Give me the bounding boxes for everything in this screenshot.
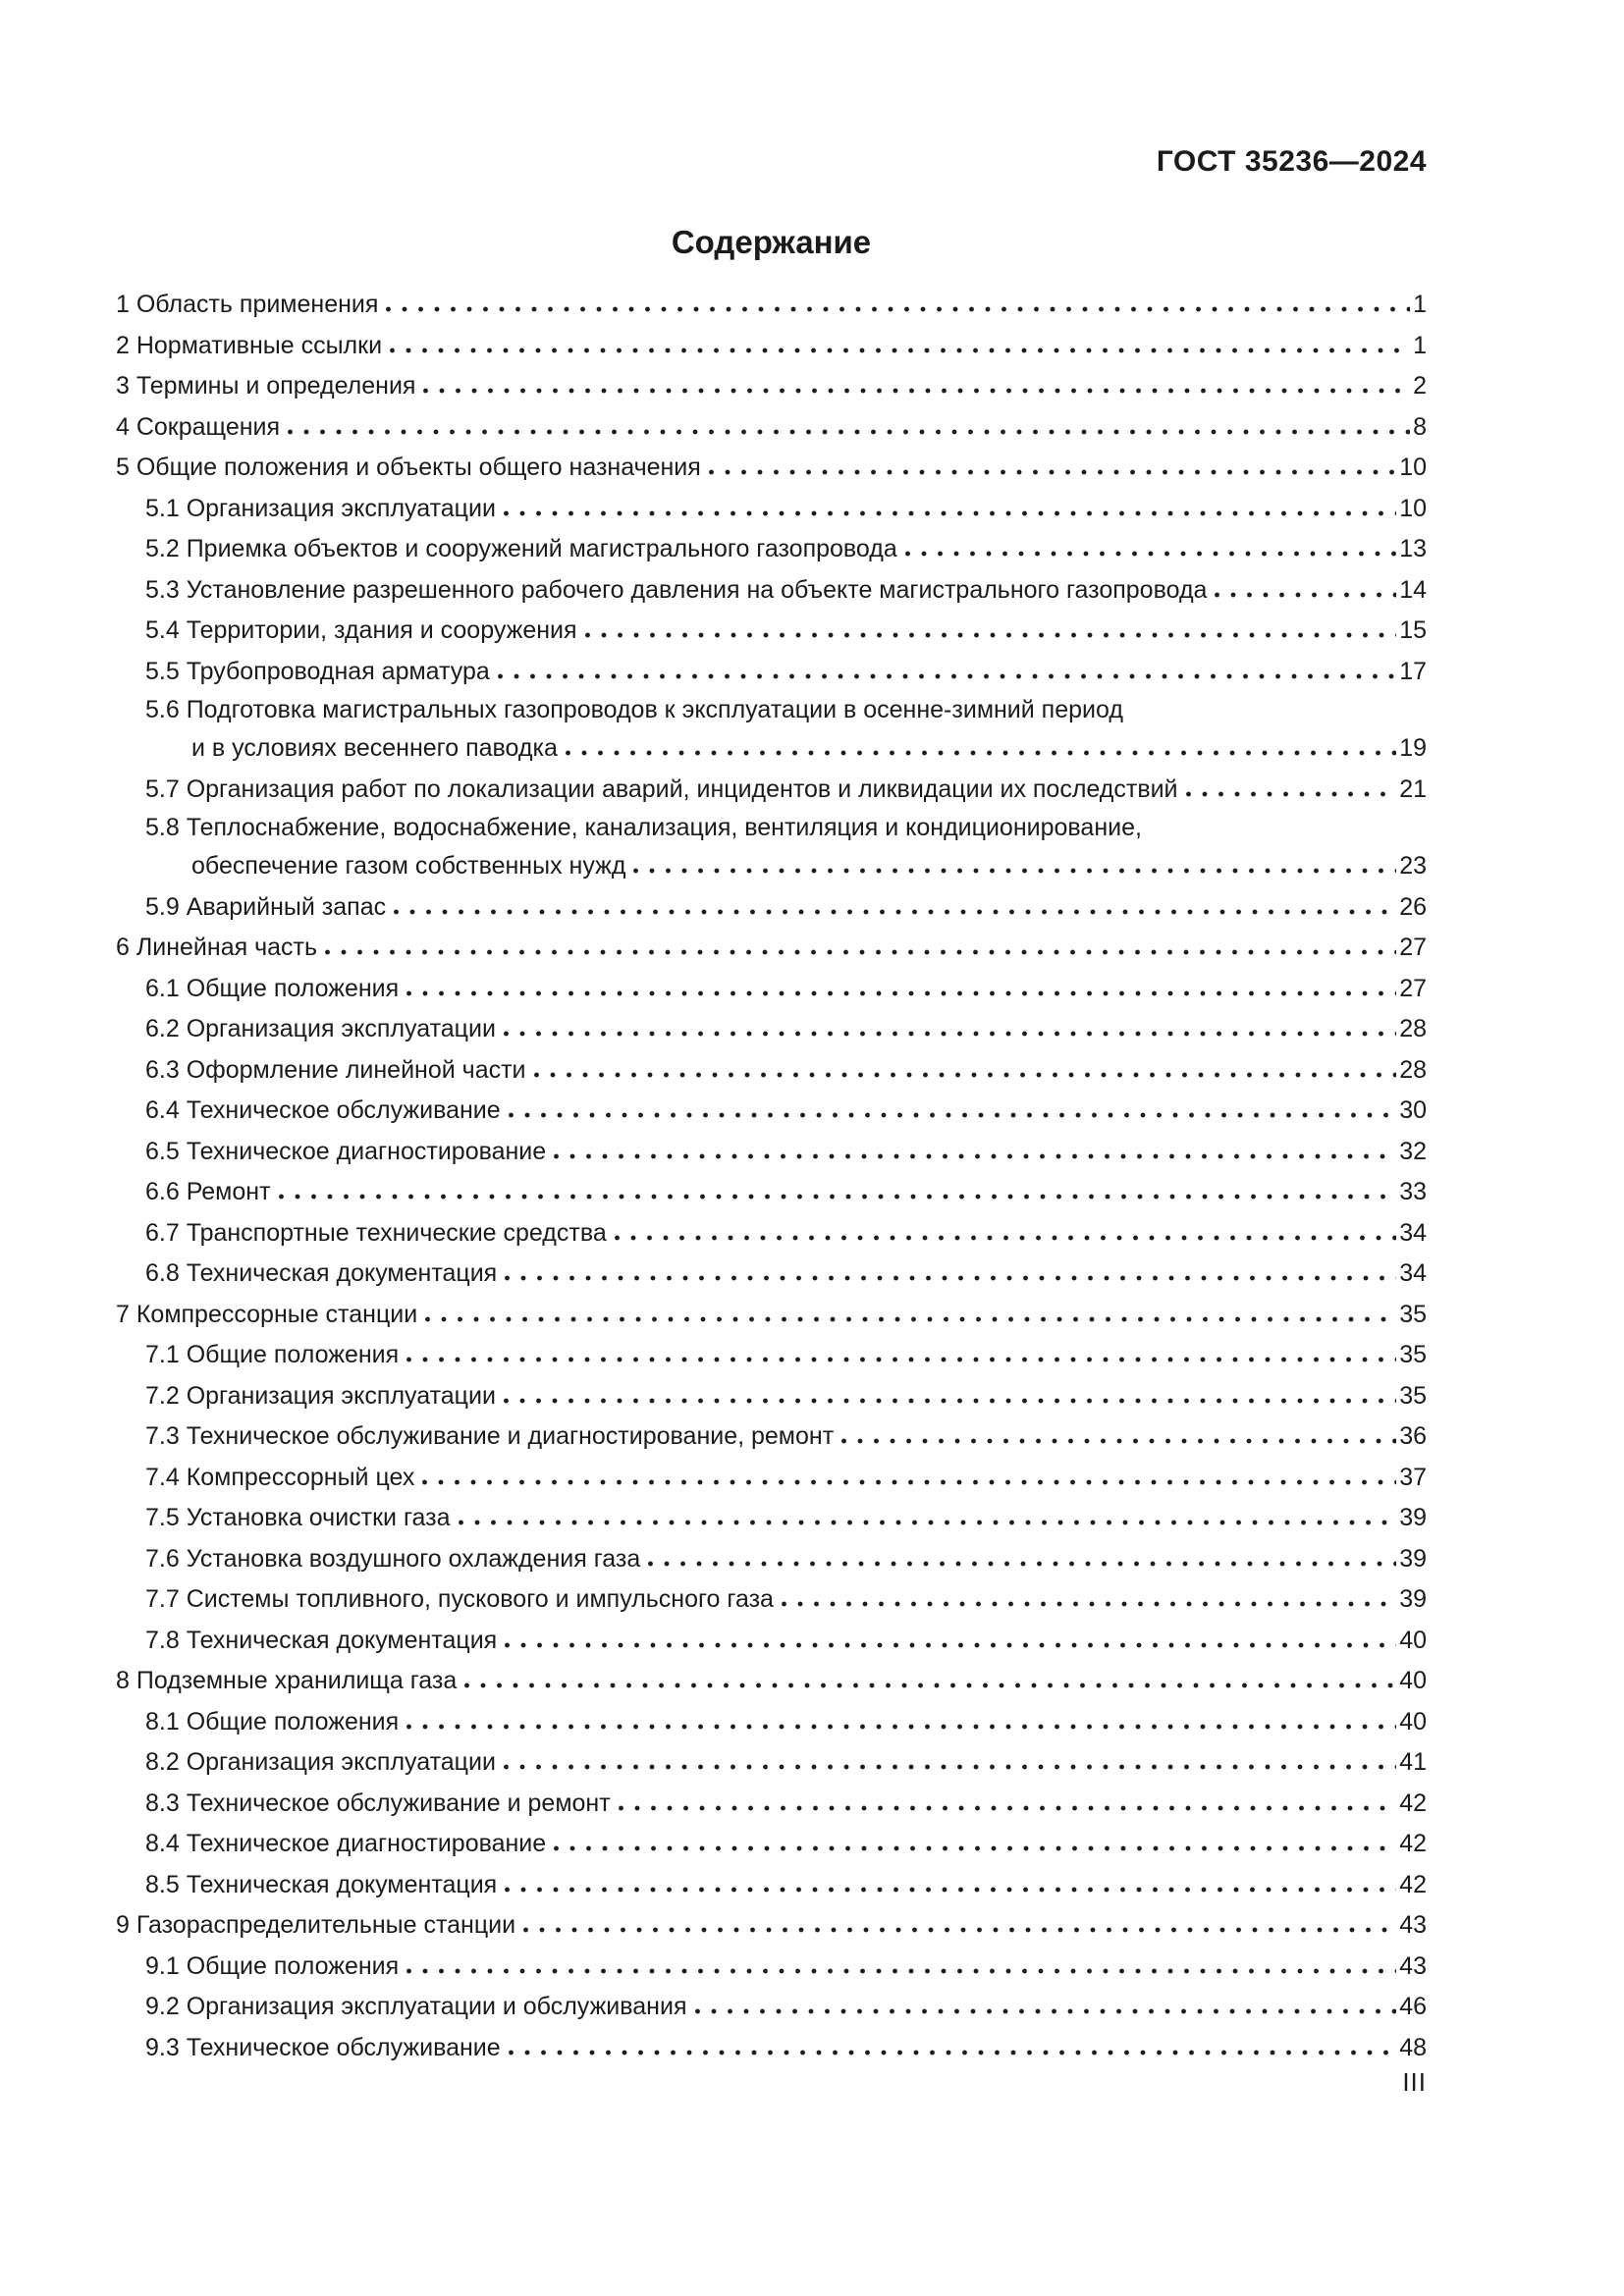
toc-entry-page: 1 — [1413, 331, 1427, 359]
toc-entry-label: 5.8 Теплоснабжение, водоснабжение, канализация, вентиляция и кондиционирование, — [145, 814, 1142, 841]
toc-entry — [116, 1742, 1427, 1784]
toc-entry-page: 48 — [1399, 2033, 1427, 2061]
toc-entry-label: 6.8 Техническая документация — [145, 1259, 498, 1287]
toc-entry-label: 6.3 Оформление линейной части — [145, 1055, 526, 1084]
toc-entry — [116, 1213, 1427, 1255]
toc-entry — [116, 570, 1427, 612]
toc-entry-label: 8.3 Техническое обслуживание и ремонт — [145, 1789, 611, 1817]
toc-entry — [116, 1050, 1427, 1092]
toc-entry-page: 35 — [1399, 1341, 1427, 1368]
toc-entry-page: 33 — [1399, 1178, 1427, 1205]
toc-entry — [116, 652, 1427, 693]
toc-entry-label: 5.1 Организация эксплуатации — [145, 494, 496, 522]
toc-entry — [116, 692, 1427, 728]
toc-entry-page: 42 — [1399, 1789, 1427, 1817]
toc-entry-page: 26 — [1399, 892, 1427, 921]
toc-entry — [116, 1661, 1427, 1702]
toc-leader-dots — [509, 2050, 1397, 2056]
toc-entry-page: 36 — [1399, 1422, 1427, 1450]
toc-entry — [116, 1091, 1427, 1132]
toc-leader-dots — [619, 1805, 1397, 1811]
toc-entry-page: 37 — [1399, 1463, 1427, 1491]
toc-entry-label: 5.4 Территории, здания и сооружения — [145, 616, 577, 644]
toc-leader-dots — [425, 1316, 1396, 1322]
toc-entry-page: 39 — [1399, 1504, 1427, 1531]
toc-entry-label: 7 Компрессорные станции — [116, 1300, 418, 1328]
toc-entry-page: 40 — [1399, 1626, 1427, 1654]
toc-entry-label: 6.6 Ремонт — [145, 1178, 271, 1205]
toc-entry-page: 27 — [1399, 934, 1427, 961]
toc-entry-page: 28 — [1399, 1015, 1427, 1042]
toc-entry-page: 2 — [1413, 372, 1427, 400]
toc-entry — [116, 1905, 1427, 1947]
toc-entry-label: 3 Термины и определения — [116, 372, 416, 400]
toc-leader-dots — [498, 673, 1396, 679]
toc-entry-page: 42 — [1399, 1870, 1427, 1898]
toc-entry-page: 15 — [1399, 616, 1427, 644]
toc-entry-page: 32 — [1399, 1137, 1427, 1165]
page-number: III — [1402, 2067, 1427, 2097]
toc-entry-label: 5 Общие положения и объекты общего назначения — [116, 454, 701, 481]
toc-entry-label: 6.1 Общие положения — [145, 974, 400, 1002]
toc-entry-label: 9 Газораспределительные станции — [116, 1911, 516, 1939]
toc-entry — [116, 1172, 1427, 1213]
toc-entry-label: 5.2 Приемка объектов и сооружений магистрального газопровода — [145, 535, 897, 562]
toc-entry — [116, 448, 1427, 489]
toc-leader-dots — [648, 1561, 1396, 1567]
toc-entry — [116, 1784, 1427, 1825]
toc-entry-label: 6 Линейная часть — [116, 934, 317, 961]
toc-entry-label: 5.9 Аварийный запас — [145, 892, 387, 921]
toc-entry-page: 40 — [1399, 1667, 1427, 1694]
toc-leader-dots — [406, 990, 1396, 996]
toc-entry — [116, 489, 1427, 530]
toc-entry-label: 7.8 Техническая документация — [145, 1626, 498, 1654]
toc-entry-page: 10 — [1399, 454, 1427, 481]
toc-entry-page: 43 — [1399, 1911, 1427, 1939]
toc-entry-page: 27 — [1399, 974, 1427, 1002]
toc-leader-dots — [406, 1357, 1396, 1362]
toc-entry-label: 7.7 Системы топливного, пускового и импульсного газа — [145, 1585, 774, 1613]
toc-entry — [116, 1132, 1427, 1173]
toc-entry — [116, 728, 1427, 770]
toc-entry-label: 9.1 Общие положения — [145, 1951, 400, 1980]
toc-leader-dots — [585, 632, 1397, 638]
toc-leader-dots — [554, 1153, 1396, 1159]
toc-entry-label: 6.5 Техническое диагностирование — [145, 1137, 547, 1165]
toc-entry — [116, 1458, 1427, 1499]
toc-entry-page: 17 — [1399, 657, 1427, 685]
toc-entry-label: 8.1 Общие положения — [145, 1707, 400, 1735]
toc-leader-dots — [504, 1764, 1396, 1770]
toc-entry-label: 8.2 Организация эксплуатации — [145, 1748, 496, 1776]
toc-entry-label: 9.3 Техническое обслуживание — [145, 2033, 501, 2061]
toc-entry — [116, 969, 1427, 1010]
toc-entry-page: 21 — [1399, 774, 1427, 803]
toc-entry — [116, 2028, 1427, 2069]
toc-entry — [116, 407, 1427, 449]
toc-leader-dots — [566, 750, 1396, 756]
document-code: ГОСТ 35236—2024 — [1156, 145, 1427, 178]
toc-entry-page: 1 — [1413, 291, 1427, 318]
toc-list — [116, 285, 1427, 2068]
toc-leader-dots — [504, 510, 1396, 516]
toc-entry-label: 7.1 Общие положения — [145, 1341, 400, 1368]
toc-leader-dots — [464, 1682, 1396, 1688]
toc-entry-label: 7.6 Установка воздушного охлаждения газа — [145, 1544, 641, 1573]
toc-leader-dots — [1186, 791, 1397, 797]
toc-entry — [116, 1824, 1427, 1865]
toc-entry-page: 42 — [1399, 1830, 1427, 1857]
toc-entry-page: 23 — [1399, 852, 1427, 880]
toc-entry — [116, 529, 1427, 570]
toc-leader-dots — [390, 347, 1410, 353]
toc-entry-page: 28 — [1399, 1055, 1427, 1084]
toc-entry-label: 8 Подземные хранилища газа — [116, 1667, 458, 1694]
toc-entry-page: 13 — [1399, 535, 1427, 562]
toc-entry-label: 7.4 Компрессорный цех — [145, 1463, 415, 1491]
toc-entry-label: обеспечение газом собственных нужд — [191, 852, 626, 880]
toc-entry — [116, 326, 1427, 367]
toc-entry-label: 2 Нормативные ссылки — [116, 331, 383, 359]
toc-entry-label: и в условиях весеннего паводка — [191, 734, 558, 762]
toc-leader-dots — [554, 1845, 1396, 1851]
toc-entry-label: 4 Сокращения — [116, 412, 281, 441]
toc-entry-label: 8.4 Техническое диагностирование — [145, 1830, 547, 1857]
toc-entry — [116, 1009, 1427, 1050]
toc-entry — [116, 1621, 1427, 1662]
toc-entry-page: 41 — [1399, 1748, 1427, 1776]
toc-entry-page: 46 — [1399, 1993, 1427, 2020]
toc-entry-page: 39 — [1399, 1585, 1427, 1613]
toc-entry-page: 14 — [1399, 575, 1427, 604]
toc-leader-dots — [1215, 592, 1396, 598]
toc-leader-dots — [406, 1968, 1396, 1974]
toc-entry-page: 30 — [1399, 1096, 1427, 1124]
toc-leader-dots — [406, 1724, 1396, 1730]
toc-entry-page: 39 — [1399, 1544, 1427, 1573]
toc-entry-page: 34 — [1399, 1259, 1427, 1287]
toc-entry-page: 10 — [1399, 494, 1427, 522]
toc-leader-dots — [534, 1072, 1397, 1078]
toc-leader-dots — [459, 1520, 1397, 1525]
toc-entry-label: 8.5 Техническая документация — [145, 1870, 498, 1898]
toc-entry-page: 43 — [1399, 1951, 1427, 1980]
toc-entry-label: 5.7 Организация работ по локализации аварий, инцидентов и ликвидации их последствий — [145, 774, 1178, 803]
toc-leader-dots — [782, 1601, 1396, 1607]
toc-leader-dots — [509, 1112, 1397, 1118]
toc-leader-dots — [423, 388, 1410, 394]
toc-leader-dots — [325, 949, 1396, 955]
toc-leader-dots — [505, 1887, 1396, 1893]
toc-leader-dots — [615, 1235, 1396, 1241]
toc-leader-dots — [504, 1031, 1396, 1037]
toc-entry-page: 40 — [1399, 1707, 1427, 1735]
toc-entry — [116, 928, 1427, 969]
toc-entry — [116, 611, 1427, 652]
toc-entry — [116, 1335, 1427, 1376]
toc-leader-dots — [386, 306, 1410, 312]
toc-entry — [116, 1865, 1427, 1906]
toc-entry-label: 7.3 Техническое обслуживание и диагностирование, ремонт — [145, 1422, 835, 1450]
toc-entry-label: 9.2 Организация эксплуатации и обслуживания — [145, 1993, 687, 2020]
toc-entry-label: 1 Область применения — [116, 291, 379, 318]
toc-entry-label: 7.5 Установка очистки газа — [145, 1504, 451, 1531]
toc-entry — [116, 810, 1427, 846]
toc-leader-dots — [523, 1927, 1396, 1933]
toc-entry-label: 7.2 Организация эксплуатации — [145, 1381, 496, 1410]
toc-entry-page: 35 — [1399, 1300, 1427, 1328]
toc-entry-label: 5.6 Подготовка магистральных газопроводов к эксплуатации в осенне-зимний период — [145, 696, 1123, 723]
toc-entry — [116, 887, 1427, 929]
toc-entry-label: 5.3 Установление разрешенного рабочего давления на объекте магистрального газопровода — [145, 575, 1208, 604]
toc-entry — [116, 770, 1427, 811]
toc-entry — [116, 1702, 1427, 1743]
toc-leader-dots — [695, 2008, 1397, 2014]
toc-leader-dots — [288, 429, 1410, 435]
toc-leader-dots — [505, 1275, 1396, 1281]
toc-leader-dots — [422, 1479, 1396, 1485]
toc-leader-dots — [905, 551, 1396, 557]
page-title: Содержание — [671, 224, 872, 260]
toc-entry-page: 19 — [1399, 734, 1427, 762]
toc-entry-page: 35 — [1399, 1381, 1427, 1410]
toc-entry-label: 6.7 Транспортные технические средства — [145, 1218, 607, 1247]
toc-entry — [116, 846, 1427, 887]
toc-leader-dots — [841, 1438, 1396, 1444]
toc-leader-dots — [504, 1398, 1396, 1404]
toc-entry — [116, 1416, 1427, 1458]
toc-entry-label: 5.5 Трубопроводная арматура — [145, 657, 490, 685]
toc-leader-dots — [279, 1194, 1397, 1200]
toc-entry — [116, 1579, 1427, 1621]
toc-leader-dots — [709, 469, 1396, 475]
toc-entry — [116, 285, 1427, 326]
toc-leader-dots — [505, 1642, 1396, 1648]
toc-entry — [116, 1295, 1427, 1336]
toc-entry-page: 8 — [1413, 412, 1427, 441]
toc-leader-dots — [394, 909, 1396, 915]
toc-leader-dots — [633, 868, 1396, 874]
toc-entry — [116, 1254, 1427, 1295]
toc-entry — [116, 1498, 1427, 1539]
toc-entry-label: 6.4 Техническое обслуживание — [145, 1096, 501, 1124]
toc-entry-label: 6.2 Организация эксплуатации — [145, 1015, 496, 1042]
toc-entry — [116, 1947, 1427, 1988]
toc-entry — [116, 1376, 1427, 1417]
toc-entry — [116, 1987, 1427, 2028]
toc-entry — [116, 366, 1427, 407]
toc-entry — [116, 1539, 1427, 1580]
toc-entry-page: 34 — [1399, 1218, 1427, 1247]
